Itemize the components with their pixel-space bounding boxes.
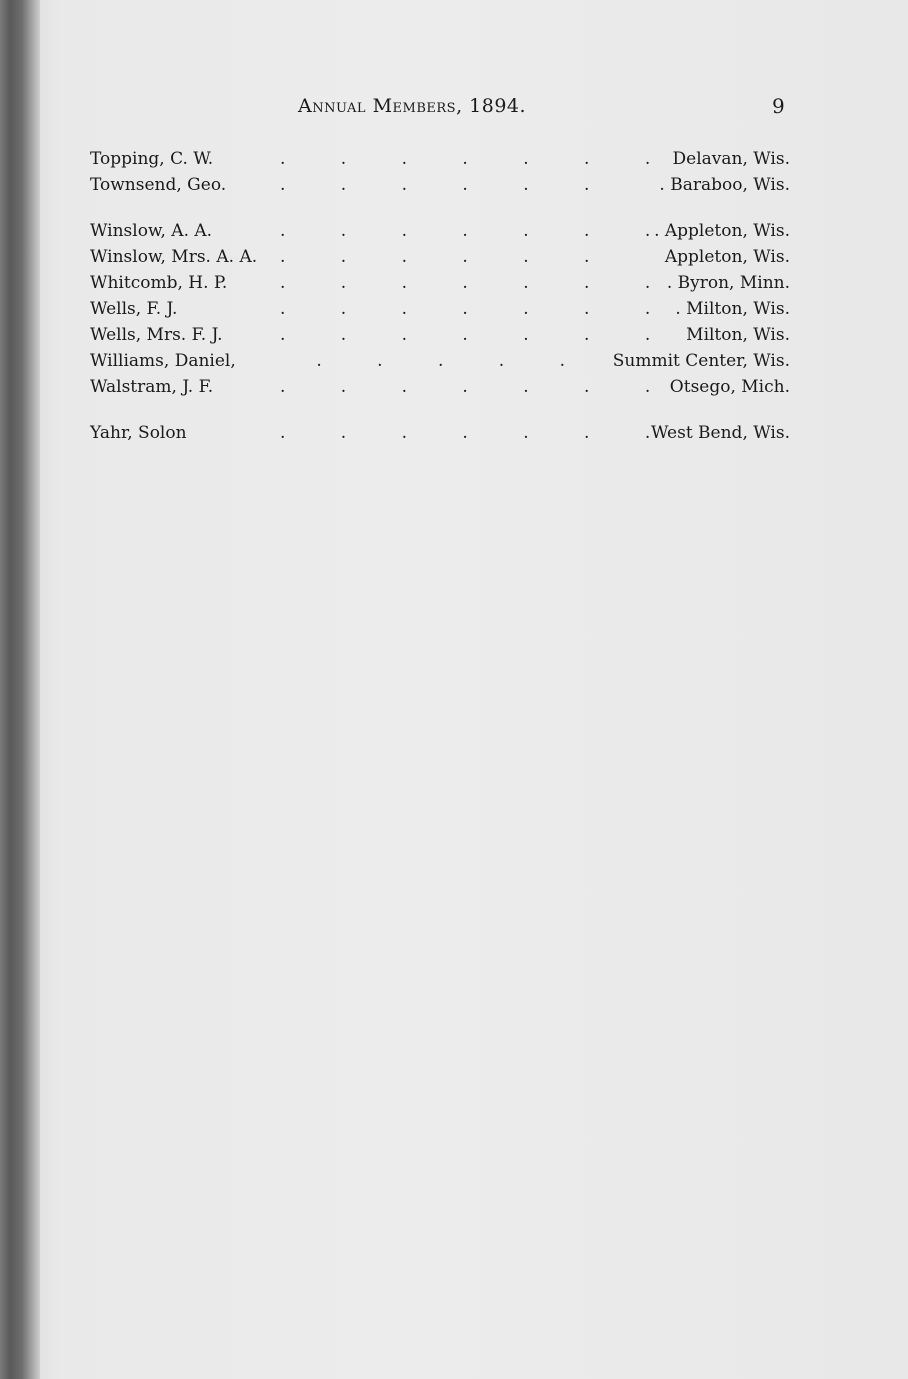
running-head — [298, 95, 526, 117]
member-location: Otsego, Mich. — [669, 377, 790, 397]
member-name: Wells, Mrs. F. J. — [90, 325, 223, 345]
member-name: Winslow, A. A. — [90, 221, 213, 241]
member-name: Whitcomb, H. P. — [90, 273, 228, 293]
member-name: Topping, C. W. — [90, 149, 214, 169]
member-location: . Baraboo, Wis. — [659, 175, 790, 195]
running-title-year: 1894. — [469, 95, 527, 117]
member-entry — [90, 244, 790, 270]
member-location: Milton, Wis. — [686, 325, 790, 345]
dot-leader: . . . . . . — [280, 175, 615, 195]
member-location: West Bend, Wis. — [650, 423, 790, 443]
member-list — [90, 146, 790, 446]
dot-leader: . . . . . . . — [280, 299, 676, 319]
dot-leader: . . . . . . . — [280, 149, 676, 169]
page-number: 9 — [772, 94, 785, 118]
member-entry — [90, 172, 790, 198]
member-location: . Byron, Minn. — [666, 273, 790, 293]
member-name: Yahr, Solon — [90, 423, 187, 443]
page-binding-edge — [0, 0, 40, 1379]
member-location: Summit Center, Wis. — [612, 351, 790, 371]
member-entry — [90, 218, 790, 244]
member-name: Winslow, Mrs. A. A. — [90, 247, 258, 267]
dot-leader: . . . . . . . — [280, 377, 676, 397]
member-location: . Appleton, Wis. — [654, 221, 790, 241]
member-entry — [90, 296, 790, 322]
member-entry — [90, 374, 790, 400]
dot-leader: . . . . . . . — [280, 221, 676, 241]
running-title: Annual Members, — [298, 95, 463, 117]
dot-leader: . . . . . . . — [280, 423, 676, 443]
member-entry — [90, 146, 790, 172]
member-name: Wells, F. J. — [90, 299, 178, 319]
member-location: . Milton, Wis. — [675, 299, 790, 319]
member-entry — [90, 270, 790, 296]
member-name: Townsend, Geo. — [90, 175, 227, 195]
dot-leader: . . . . . . — [280, 247, 615, 267]
member-name: Walstram, J. F. — [90, 377, 214, 397]
member-location: Appleton, Wis. — [664, 247, 790, 267]
dot-leader: . . . . . — [316, 351, 590, 371]
dot-leader: . . . . . . . — [280, 325, 676, 345]
member-location: Delavan, Wis. — [672, 149, 790, 169]
member-entry — [90, 348, 790, 374]
member-name: Williams, Daniel, — [90, 351, 236, 371]
dot-leader: . . . . . . . — [280, 273, 676, 293]
member-entry — [90, 420, 790, 446]
member-entry — [90, 322, 790, 348]
